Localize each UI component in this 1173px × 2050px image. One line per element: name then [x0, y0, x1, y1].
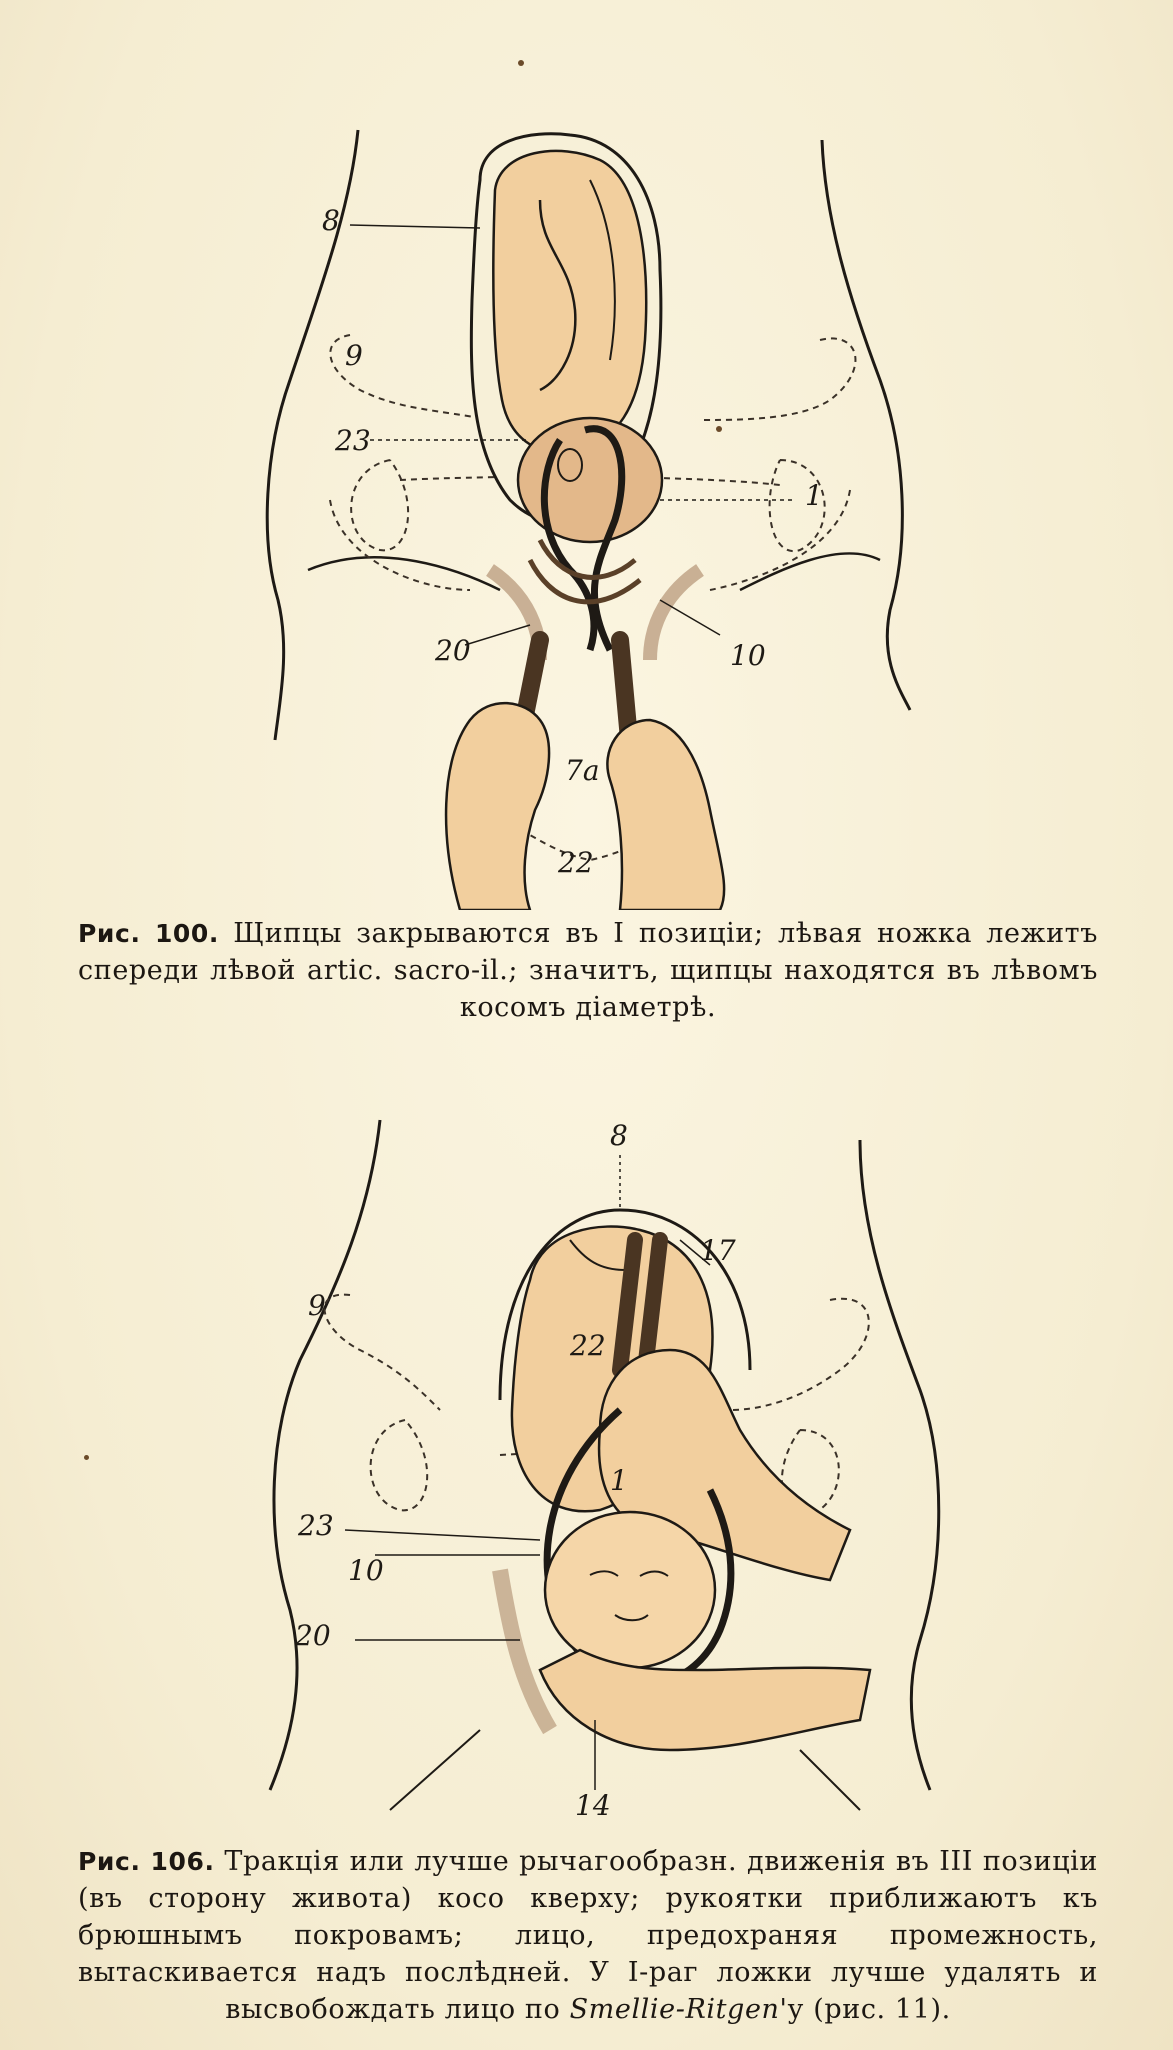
fig106-label-1: 1 [610, 1464, 628, 1497]
hand-right [607, 720, 724, 910]
leader-line-20 [465, 625, 530, 645]
figure-106-drawing [240, 1110, 960, 1840]
hand-left [446, 703, 549, 910]
fetus-head [518, 418, 662, 542]
pelvis-dashed-left [330, 335, 490, 590]
paper-speck [518, 60, 524, 66]
leader-line-8 [350, 225, 480, 228]
fig106-label-8: 8 [610, 1119, 628, 1152]
leader-line-bottom-left [390, 1730, 480, 1810]
caption-106-text-before: Тракція или лучше рычагообразн. движенія въ III позиціи (въ сторону живота) косо кверху; рукоятки приближаютъ къ брюшнымъ покровамъ; лицо, предохраняя промежность, вытаскивается надъ послѣдней. У I-раг ложки лучше удалять и высвобождать лицо по [78, 1846, 1098, 2025]
leader-line-10 [660, 600, 720, 635]
figure-100-drawing [240, 120, 940, 910]
fig100-label-20: 20 [435, 634, 471, 667]
leader-line-23 [345, 1530, 540, 1540]
pelvis-dashed-right [700, 338, 855, 590]
pelvis-dashed-left [325, 1295, 440, 1511]
fig100-label-10: 10 [730, 639, 766, 672]
fig106-label-20: 20 [295, 1619, 331, 1652]
perineum-shading [500, 1570, 550, 1730]
fig100-label-7a: 7a [565, 754, 600, 787]
fig100-label-9: 9 [345, 339, 363, 372]
caption-106-italic-name: Smellie-Ritgen [569, 1994, 780, 2025]
fetus-face [545, 1512, 715, 1668]
fig106-label-23: 23 [298, 1509, 334, 1542]
body-outline-right [822, 140, 910, 710]
fig106-label-14: 14 [575, 1789, 611, 1822]
caption-100-label: Рис. 100. [78, 919, 220, 948]
figure-106-illustration [240, 1110, 960, 1840]
caption-106-label: Рис. 106. [78, 1847, 215, 1876]
fig106-label-22: 22 [570, 1329, 606, 1362]
fetus-body [493, 151, 646, 453]
caption-106-text-after: 'у (рис. 11). [779, 1994, 951, 2025]
fig106-label-17: 17 [700, 1234, 736, 1267]
fig100-label-1: 1 [805, 479, 823, 512]
paper-speck [84, 1455, 89, 1460]
body-outline-right [860, 1140, 939, 1790]
body-outline-left [270, 1120, 380, 1790]
caption-100-text: Щипцы закрываются въ I позиціи; лѣвая ножка лежитъ спереди лѣвой artic. sacro-il.; значитъ, щипцы находятся въ лѣвомъ косомъ діаметрѣ. [78, 918, 1098, 1023]
fig100-label-8: 8 [322, 204, 340, 237]
caption-figure-106 [78, 1843, 1098, 2028]
leader-line-bottom-right [800, 1750, 860, 1810]
fig106-label-10: 10 [348, 1554, 384, 1587]
figure-100-illustration [240, 120, 940, 910]
fig106-label-9: 9 [308, 1289, 326, 1322]
fig100-label-22: 22 [558, 846, 594, 879]
hand-lower [540, 1650, 870, 1750]
fig100-label-23: 23 [335, 424, 371, 457]
caption-figure-100 [78, 915, 1098, 1026]
